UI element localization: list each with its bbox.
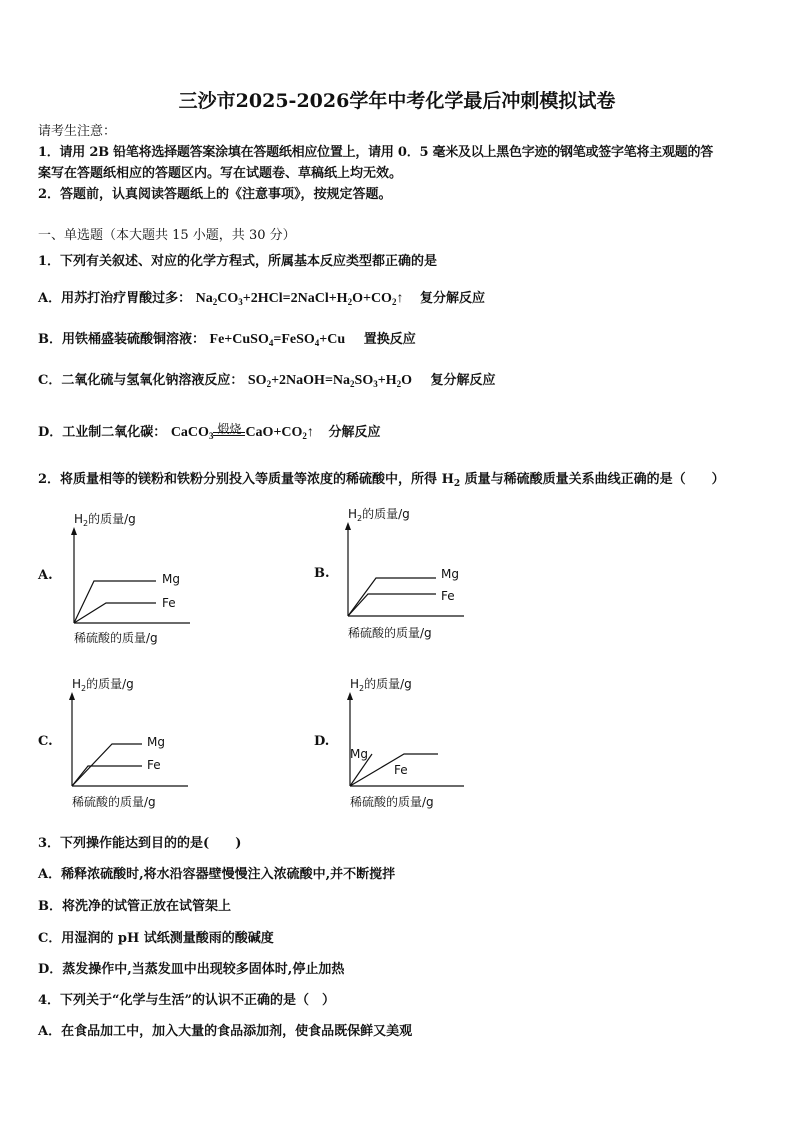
- notice-line-1a: 1．请用 2B 铅笔将选择题答案涂填在答题纸相应位置上，请用 0．5 毫米及以上黑色字迹的钢笔或签字笔将主观题的答: [38, 145, 714, 160]
- notice-line-1b: 案写在答题纸相应的答题区内。写在试题卷、草稿纸上均无效。: [38, 166, 403, 181]
- q1-option-a-type: 复分解反应: [419, 291, 485, 306]
- q2-option-b-label[interactable]: B.: [314, 566, 330, 581]
- q1-option-d-equation: CaCO$_3$ 煅烧 $CaO+CO_2↑$: [170, 422, 314, 441]
- section-heading: 一、单选题（本大题共 15 小题，共 30 分）: [38, 228, 296, 243]
- q1-option-b-equation: Fe+CuSO$_4$=FeSO$_4$+Cu: [209, 332, 346, 348]
- q1-option-c-equation: $SO_2+2NaOH=Na_2SO_3+H_2O$: [247, 373, 412, 389]
- fe-curve: [72, 766, 142, 786]
- x-axis-label: 稀硫酸的质量/g: [348, 626, 432, 640]
- q1-option-d-type: 分解反应: [328, 425, 381, 440]
- mg-label: Mg: [350, 747, 368, 761]
- page-title: 三沙市2025-2026学年中考化学最后冲刺模拟试卷: [178, 90, 616, 112]
- mg-curve: [348, 578, 436, 616]
- q3-option-d[interactable]: D．蒸发操作中,当蒸发皿中出现较多固体时,停止加热: [38, 962, 345, 977]
- fe-curve: [74, 603, 156, 623]
- q4-option-a[interactable]: A．在食品加工中，加入大量的食品添加剂，使食品既保鲜又美观: [38, 1024, 413, 1039]
- q1-option-c-label: C．二氧化硫与氢氧化钠溶液反应：: [38, 373, 244, 388]
- x-axis-label: 稀硫酸的质量/g: [74, 631, 158, 645]
- y-axis-label: $H_2$的质量/g: [350, 677, 412, 693]
- q2-graph-c: [62, 672, 192, 812]
- q4-stem: 4．下列关于“化学与生活”的认识不正确的是（ ）: [38, 993, 336, 1008]
- q3-option-c[interactable]: C．用湿润的 pH 试纸测量酸雨的酸碱度: [38, 931, 274, 946]
- y-axis-arrow: [347, 692, 353, 700]
- notice-heading: 请考生注意：: [38, 124, 117, 139]
- q1-option-a-equation: $Na_2CO_3+2HCl=2NaCl+H_2O+CO_2↑$: [195, 291, 404, 307]
- q1-option-b-label: B．用铁桶盛装硫酸铜溶液：: [38, 332, 205, 347]
- fe-label: Fe: [147, 758, 161, 772]
- y-axis-arrow: [69, 692, 75, 700]
- y-axis-label: $H_2$的质量/g: [72, 677, 134, 693]
- q3-option-b[interactable]: B．将洗净的试管正放在试管架上: [38, 899, 231, 914]
- q3-option-a[interactable]: A．稀释浓硫酸时,将水沿容器壁慢慢注入浓硫酸中,并不断搅拌: [38, 867, 396, 882]
- q1-option-a[interactable]: [38, 287, 485, 307]
- y-axis-label: $H_2$的质量/g: [348, 507, 410, 523]
- q3-stem: 3．下列操作能达到目的的是( ): [38, 836, 242, 851]
- q1-option-b[interactable]: [38, 328, 416, 348]
- q1-option-d-label: D．工业制二氧化碳：: [38, 425, 167, 440]
- mg-label: Mg: [441, 567, 459, 581]
- y-axis-arrow: [71, 527, 77, 535]
- q1-option-a-label: A．用苏打治疗胃酸过多：: [38, 291, 192, 306]
- fe-label: Fe: [162, 596, 176, 610]
- q2-stem: 2．将质量相等的镁粉和铁粉分别投入等质量等浓度的稀硫酸中，所得 $H_2$ 质量与稀硫酸质量关系曲线正确的是（ ）: [38, 472, 725, 489]
- notice-line-2: 2．答题前，认真阅读答题纸上的《注意事项》，按规定答题。: [38, 187, 392, 202]
- q2-option-d-label[interactable]: D.: [314, 734, 330, 749]
- mg-label: Mg: [147, 735, 165, 749]
- q2-graph-b: [338, 500, 468, 640]
- y-axis-label: $H_2$的质量/g: [74, 512, 136, 528]
- q1-option-c[interactable]: [38, 369, 496, 389]
- fe-label: Fe: [441, 589, 455, 603]
- reaction-condition: 煅烧: [217, 422, 242, 436]
- q2-graph-d: [338, 672, 468, 812]
- q1-option-b-type: 置换反应: [363, 332, 416, 347]
- mg-curve: [72, 744, 142, 786]
- mg-label: Mg: [162, 572, 180, 586]
- q1-option-d[interactable]: [38, 421, 380, 441]
- q2-option-c-label[interactable]: C.: [38, 734, 53, 749]
- q1-stem: 1．下列有关叙述、对应的化学方程式，所属基本反应类型都正确的是: [38, 254, 438, 269]
- q2-graph-a: [64, 505, 194, 645]
- q2-option-a-label[interactable]: A.: [38, 568, 53, 583]
- y-axis-arrow: [345, 522, 351, 530]
- x-axis-label: 稀硫酸的质量/g: [72, 795, 156, 809]
- mg-curve: [74, 581, 156, 623]
- fe-label: Fe: [394, 763, 408, 777]
- q1-option-c-type: 复分解反应: [430, 373, 496, 388]
- x-axis-label: 稀硫酸的质量/g: [350, 795, 434, 809]
